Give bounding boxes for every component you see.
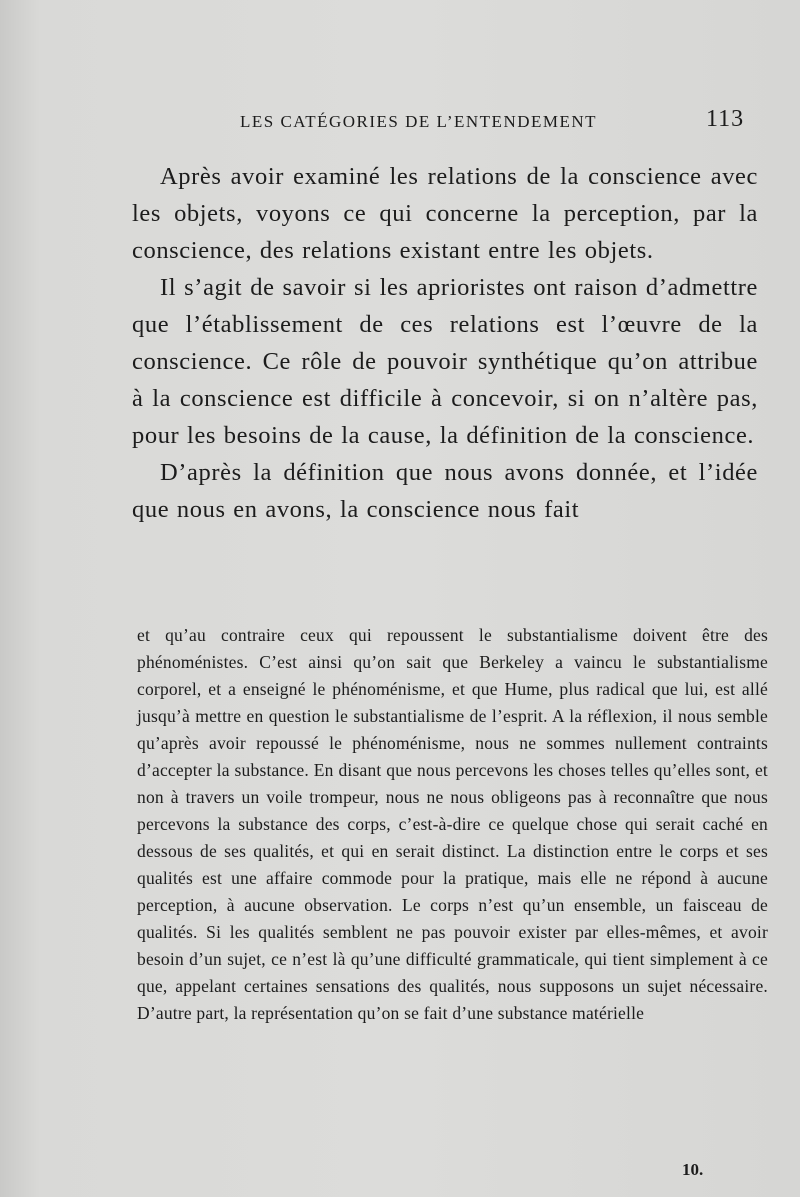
running-head [0, 106, 800, 136]
footnote-text: et qu’au contraire ceux qui repoussent le substantialisme doivent être des phénoménistes. C’est ainsi qu’on sait que Berkeley a vaincu le substantialisme corporel, et a enseigné le phénoménisme, et que Hume, plus radical que lui, est allé jusqu’à mettre en question le substantialisme de l’esprit. A la réflexion, il nous semble qu’après avoir repoussé le phénoménisme, nous ne sommes nullement contraints d’accepter la substance. En disant que nous percevons les choses telles qu’elles sont, et non à travers un voile trompeur, nous ne nous obligeons pas à reconnaître que nous percevons la substance des corps, c’est-à-dire ce quelque chose qui serait caché en dessous de ses qualités, et qui en serait distinct. La distinction entre le corps et ses qualités est une affaire commode pour la pratique, mais elle ne répond à aucune perception, à aucune observation. Le corps n’est qu’un ensemble, un faisceau de qualités. Si les qualités semblent ne pas pouvoir exister par elles-mêmes, et avoir besoin d’un sujet, ce n’est là qu’une difficulté grammaticale, qui tient simplement à ce que, appelant certaines sensations des qualités, nous supposons un sujet nécessaire. D’autre part, la représentation qu’on se fait d’une substance matérielle [137, 625, 768, 1023]
paragraph: Il s’agit de savoir si les aprioristes ont raison d’admettre que l’établissement de ces relations est l’œuvre de la conscience. Ce rôle de pouvoir synthétique qu’on attribue à la conscience est difficile à concevoir, si on n’altère pas, pour les besoins de la cause, la définition de la conscience. [132, 274, 758, 449]
paragraph: D’après la définition que nous avons donnée, et l’idée que nous en avons, la conscience nous fait [132, 459, 758, 523]
signature-mark: 10. [682, 1160, 704, 1179]
page-number: 113 [706, 106, 745, 132]
running-title: LES CATÉGORIES DE L’ENTENDEMENT [240, 112, 598, 131]
paragraph: Après avoir examiné les relations de la conscience avec les objets, voyons ce qui concerne la perception, par la conscience, des relations existant entre les objets. [132, 163, 758, 264]
footnote [137, 622, 768, 1027]
main-text [132, 158, 758, 528]
